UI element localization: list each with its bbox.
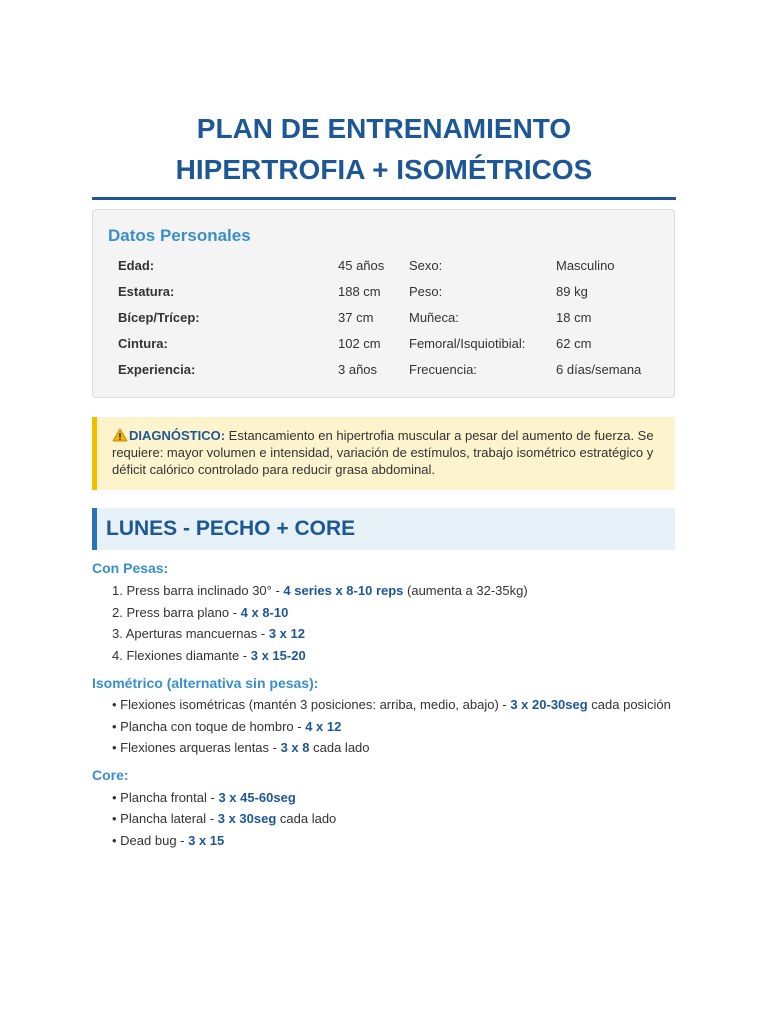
- list-item: [112, 739, 370, 756]
- item-suffix: cada lado: [276, 811, 337, 826]
- row-value-2: 18 cm: [556, 310, 592, 325]
- item-dose: 3 x 15: [188, 833, 225, 848]
- diagnosis-text: Estancamiento en hipertrofia muscular a pesar del aumento de fuerza. Se requiere: mayor volumen e intensidad, variación de estímulos, trabajo isométrico estratégico y déficit calórico controlado para reducir grasa abdominal.: [112, 428, 654, 477]
- day-title: LUNES - PECHO + CORE: [106, 517, 356, 540]
- title-line-1: PLAN DE ENTRENAMIENTO: [196, 113, 572, 144]
- item-number: 1.: [112, 583, 127, 598]
- row-label: Experiencia:: [118, 362, 196, 377]
- item-number: 3.: [112, 626, 126, 641]
- bullet: •: [112, 811, 121, 826]
- bullet: •: [112, 833, 121, 848]
- bullet: •: [112, 697, 121, 712]
- row-value: 37 cm: [338, 310, 374, 325]
- item-dose: 3 x 12: [268, 626, 305, 641]
- item-dose: 4 x 12: [305, 719, 342, 734]
- item-text: Aperturas mancuernas -: [125, 626, 269, 641]
- section-title-isometric: Isométrico (alternativa sin pesas):: [92, 675, 319, 691]
- diagnosis-label: DIAGNÓSTICO:: [129, 428, 226, 443]
- row-label-2: Peso:: [409, 284, 443, 299]
- item-dose: 4 series x 8-10 reps: [283, 583, 404, 598]
- list-item: [112, 625, 305, 642]
- item-dose: 3 x 45-60seg: [218, 790, 296, 805]
- item-text: Plancha con toque de hombro -: [120, 719, 306, 734]
- list-item: [112, 647, 306, 664]
- personal-data-card: [92, 209, 675, 398]
- item-suffix: cada posición: [587, 697, 671, 712]
- item-dose: 3 x 20-30seg: [510, 697, 588, 712]
- row-value-2: 6 días/semana: [556, 362, 642, 377]
- row-label-2: Frecuencia:: [409, 362, 477, 377]
- row-value-2: 62 cm: [556, 336, 592, 351]
- personal-row: [93, 360, 674, 380]
- row-label-2: Sexo:: [409, 258, 443, 273]
- list-item: [112, 718, 341, 735]
- diagnosis-callout: [92, 417, 675, 490]
- personal-row: [93, 334, 674, 354]
- personal-data-heading: Datos Personales: [108, 226, 251, 245]
- warning-icon: [112, 427, 128, 444]
- item-dose: 3 x 8: [280, 740, 310, 755]
- item-text: Plancha lateral -: [120, 811, 218, 826]
- row-value: 102 cm: [338, 336, 381, 351]
- list-item: [112, 810, 336, 827]
- item-suffix: cada lado: [309, 740, 370, 755]
- item-dose: 3 x 15-20: [250, 648, 306, 663]
- item-text: Flexiones isométricas (mantén 3 posiciones: arriba, medio, abajo) -: [120, 697, 511, 712]
- row-label: Estatura:: [118, 284, 175, 299]
- row-value-2: 89 kg: [556, 284, 588, 299]
- page-title: [92, 108, 676, 190]
- item-dose: 4 x 8-10: [240, 605, 289, 620]
- item-dose: 3 x 30seg: [217, 811, 277, 826]
- personal-row: [93, 256, 674, 276]
- item-text: Dead bug -: [120, 833, 189, 848]
- row-label: Edad:: [118, 258, 155, 273]
- item-suffix: (aumenta a 32-35kg): [403, 583, 528, 598]
- list-item: [112, 696, 671, 713]
- list-item: [112, 582, 528, 599]
- row-label: Cintura:: [118, 336, 168, 351]
- item-number: 4.: [112, 648, 127, 663]
- item-text: Plancha frontal -: [120, 790, 219, 805]
- list-item: [112, 789, 296, 806]
- item-text: Flexiones diamante -: [126, 648, 251, 663]
- title-divider: [92, 197, 676, 200]
- title-line-2: HIPERTROFIA + ISOMÉTRICOS: [175, 154, 593, 185]
- list-item: [112, 604, 288, 621]
- personal-row: [93, 308, 674, 328]
- bullet: •: [112, 740, 121, 755]
- row-value: 188 cm: [338, 284, 381, 299]
- bullet: •: [112, 719, 121, 734]
- item-text: Flexiones arqueras lentas -: [120, 740, 281, 755]
- day-header: [92, 508, 675, 550]
- item-text: Press barra plano -: [126, 605, 241, 620]
- section-title-core: Core:: [92, 767, 129, 783]
- section-title-weights: Con Pesas:: [92, 560, 169, 576]
- item-number: 2.: [112, 605, 127, 620]
- bullet: •: [112, 790, 121, 805]
- list-item: [112, 832, 224, 849]
- item-text: Press barra inclinado 30° -: [126, 583, 284, 598]
- row-value: 45 años: [338, 258, 385, 273]
- row-label-2: Muñeca:: [409, 310, 459, 325]
- row-label: Bícep/Trícep:: [118, 310, 200, 325]
- row-value: 3 años: [338, 362, 378, 377]
- row-label-2: Femoral/Isquiotibial:: [409, 336, 526, 351]
- row-value-2: Masculino: [556, 258, 615, 273]
- personal-row: [93, 282, 674, 302]
